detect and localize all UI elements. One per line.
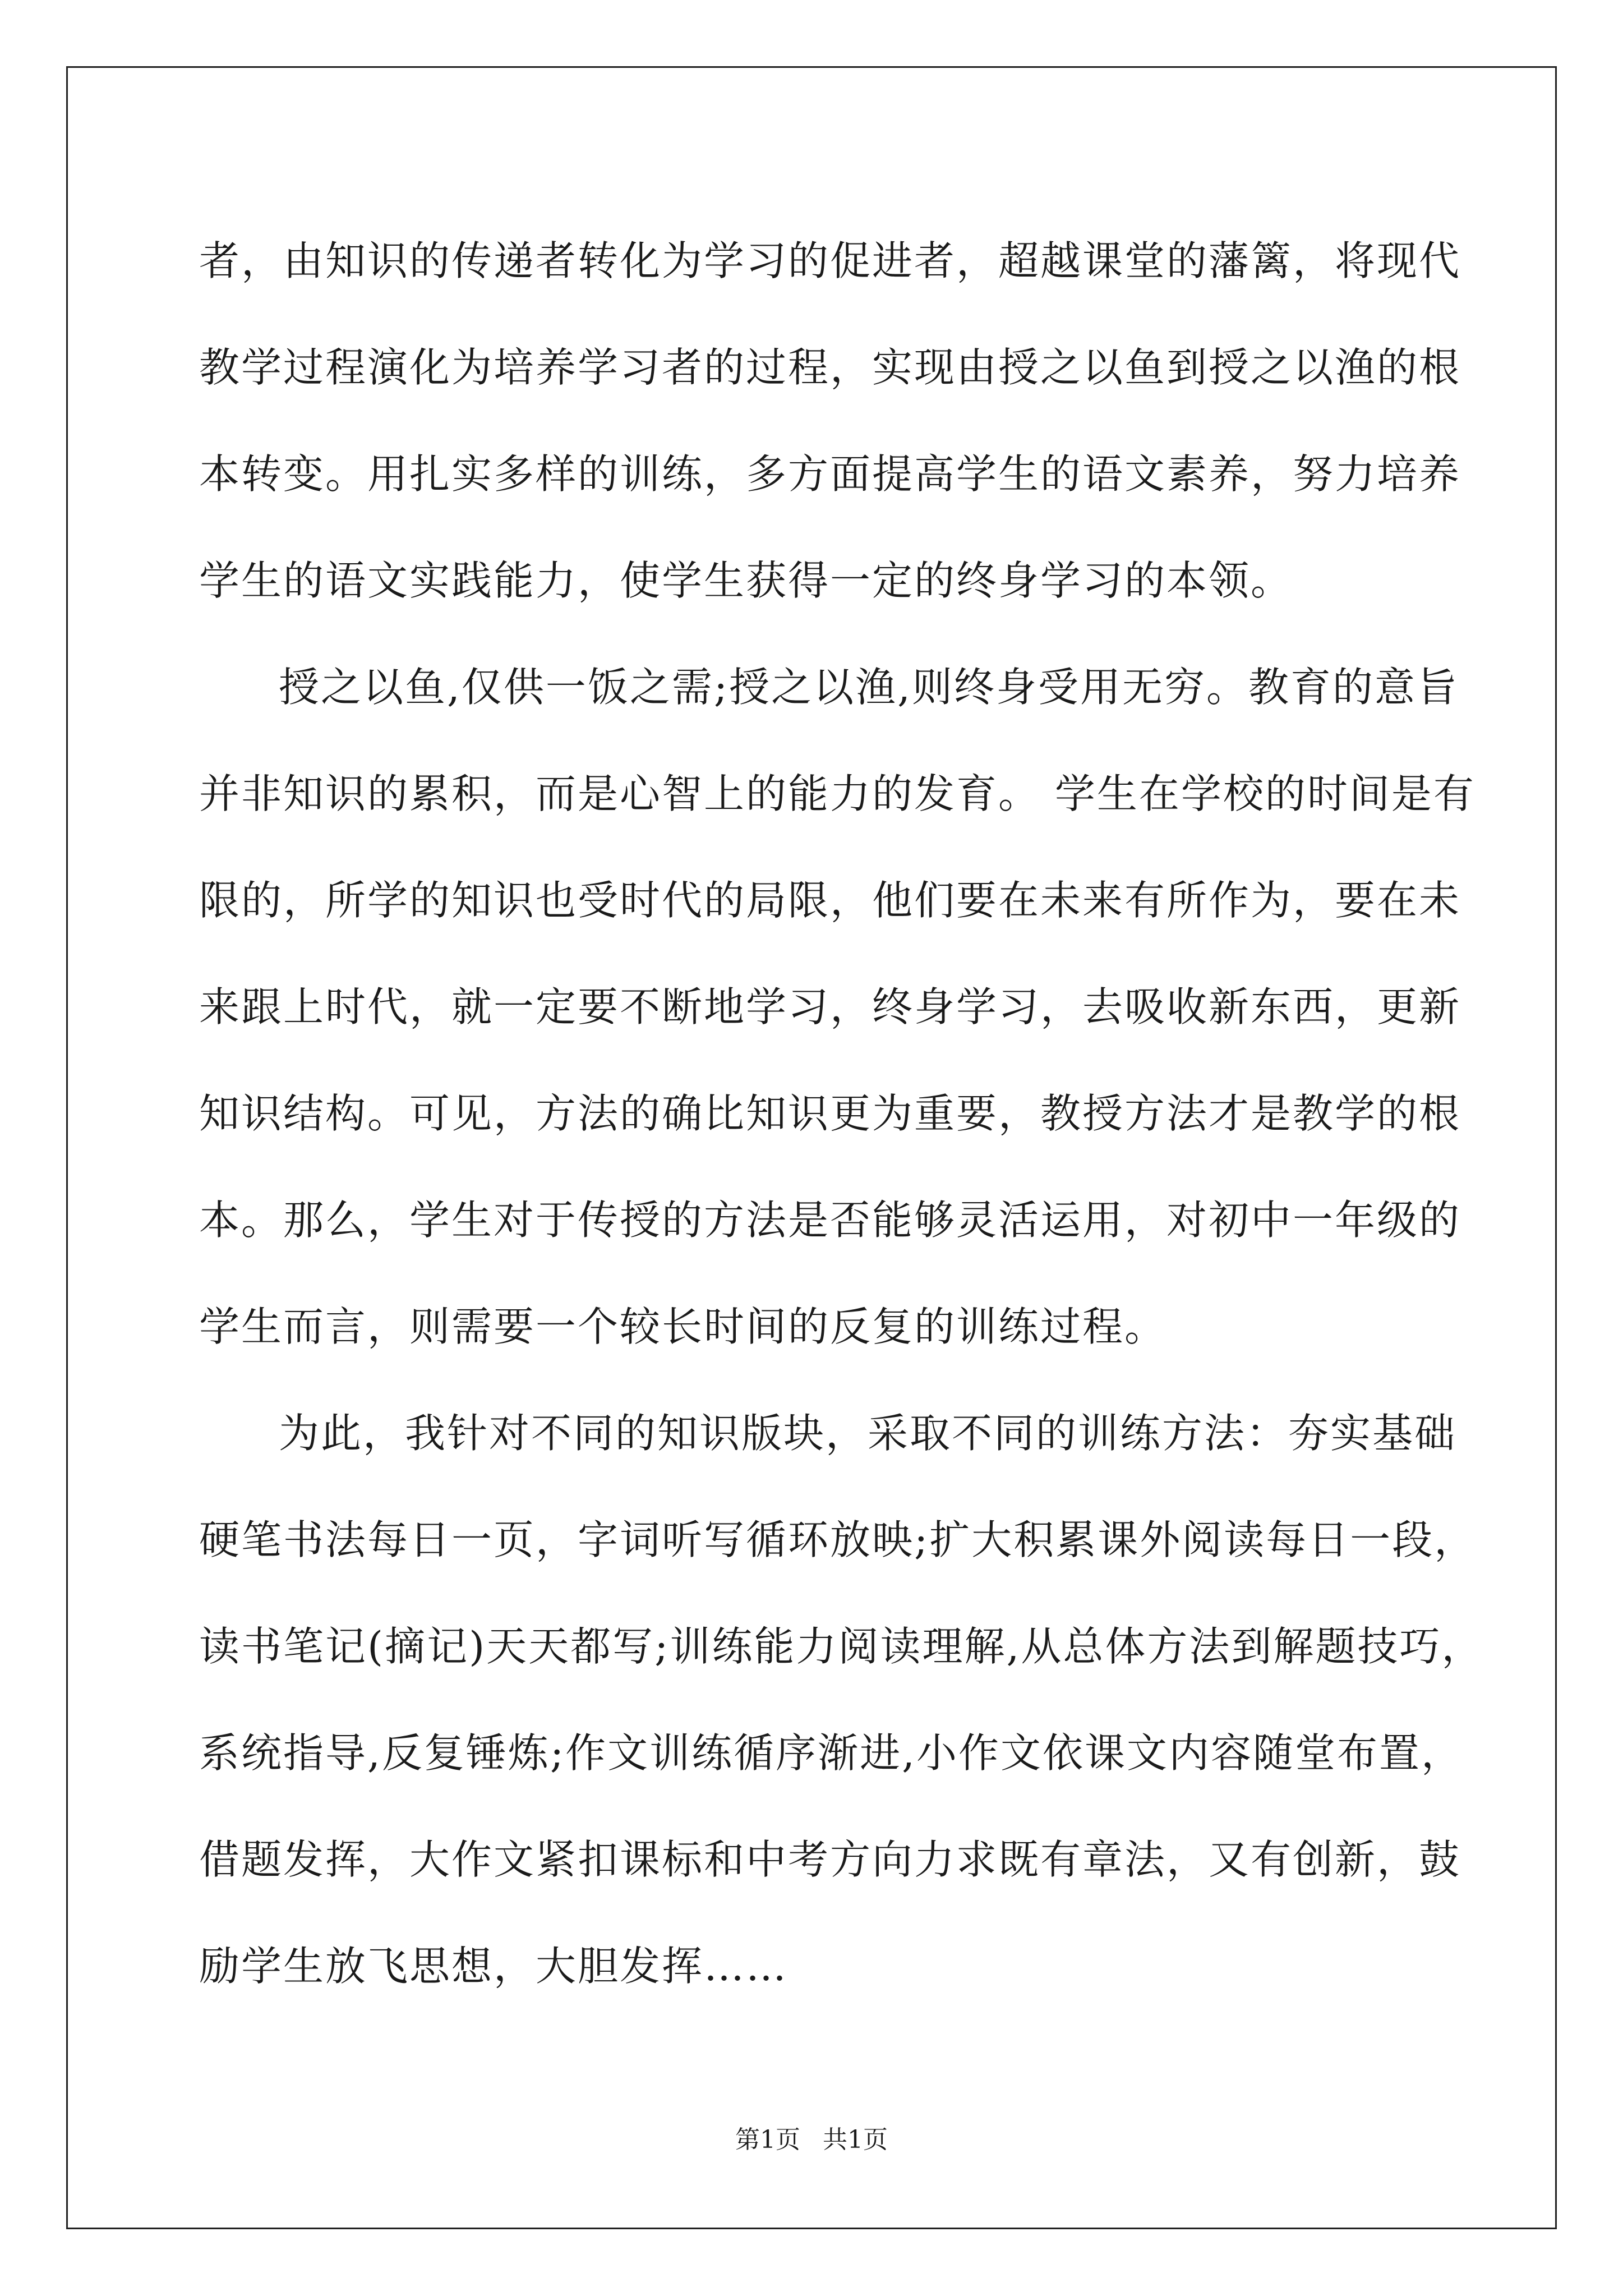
- text-line-6: 并非知识的累积，而是心智上的能力的发育。 学生在学校的时间是有: [199, 770, 1476, 817]
- page-footer: [0, 2123, 1623, 2157]
- text-line-8: 来跟上时代，就一定要不断地学习，终身学习，去吸收新东西，更新: [199, 983, 1461, 1030]
- text-line-17: 励学生放飞思想，大胆发挥……: [199, 1943, 789, 1990]
- text-line-1: 者，由知识的传递者转化为学习的促进者，超越课堂的藩篱，将现代: [199, 237, 1461, 284]
- text-line-10: 本。那么，学生对于传授的方法是否能够灵活运用，对初中一年级的: [199, 1197, 1461, 1244]
- text-line-12: 为此，我针对不同的知识版块，采取不同的训练方法：夯实基础: [279, 1410, 1457, 1457]
- text-line-13: 硬笔书法每日一页，字词听写循环放映;扩大积累课外阅读每日一段，: [199, 1516, 1477, 1563]
- text-line-3: 本转变。用扎实多样的训练，多方面提高学生的语文素养，努力培养: [199, 450, 1461, 498]
- text-line-7: 限的，所学的知识也受时代的局限，他们要在未来有所作为，要在未: [199, 877, 1461, 924]
- page-total: 共1页: [823, 2125, 888, 2154]
- text-line-15: 系统指导,反复锤炼;作文训练循序渐进,小作文依课文内容随堂布置，: [199, 1729, 1464, 1777]
- text-line-14: 读书笔记(摘记)天天都写;训练能力阅读理解,从总体方法到解题技巧，: [199, 1623, 1484, 1670]
- page-number: 第1页: [735, 2125, 800, 2154]
- text-line-5: 授之以鱼,仅供一饭之需;授之以渔,则终身受用无穷。教育的意旨: [279, 664, 1459, 711]
- text-line-2: 教学过程演化为培养学习者的过程，实现由授之以鱼到授之以渔的根: [199, 344, 1461, 391]
- text-line-9: 知识结构。可见，方法的确比知识更为重要，教授方法才是教学的根: [199, 1090, 1461, 1137]
- document-body: [199, 208, 1484, 2019]
- text-line-11: 学生而言，则需要一个较长时间的反复的训练过程。: [199, 1303, 1167, 1350]
- text-line-4: 学生的语文实践能力，使学生获得一定的终身学习的本领。: [199, 557, 1293, 604]
- text-line-16: 借题发挥，大作文紧扣课标和中考方向力求既有章法，又有创新，鼓: [199, 1836, 1461, 1883]
